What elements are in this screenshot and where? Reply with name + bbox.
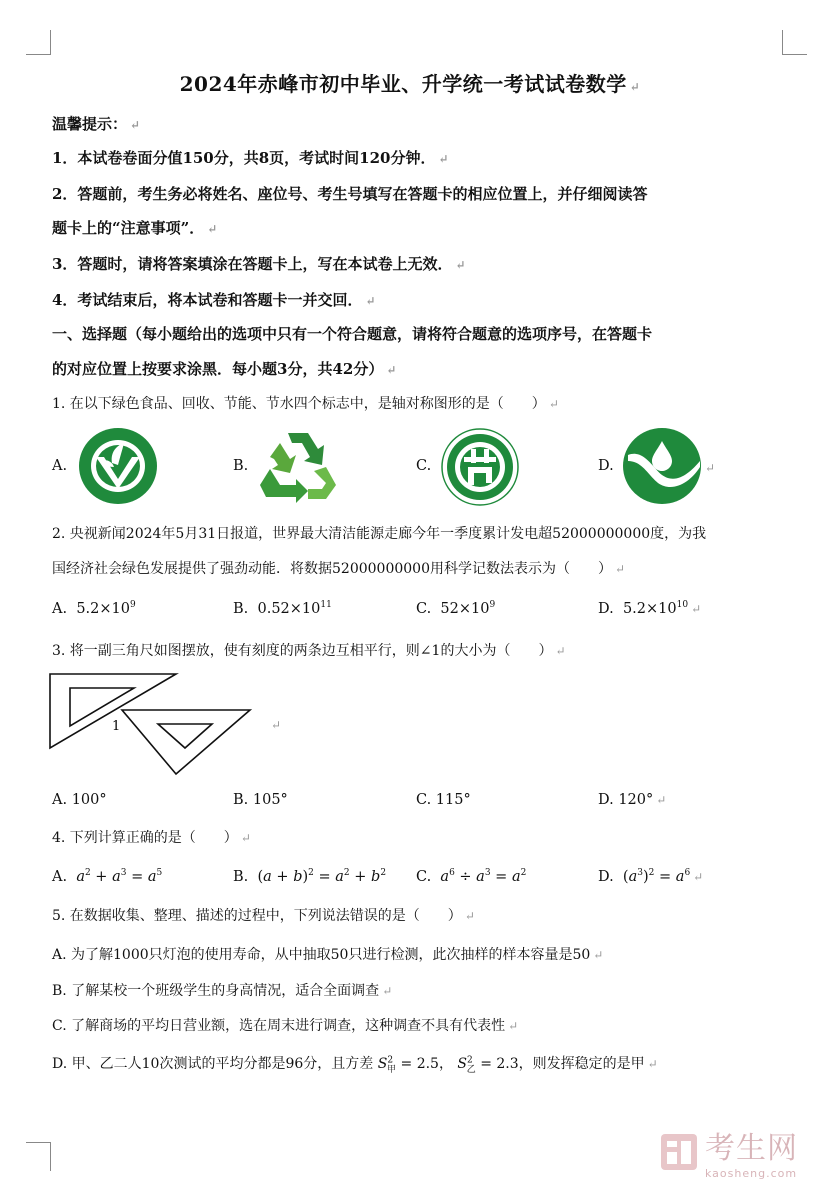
section-heading: 一、选择题（每小题给出的选项中只有一个符合题意，请将符合题意的选项序号，在答题卡 <box>52 325 653 343</box>
return-mark: ↵ <box>705 461 716 475</box>
crop-mark-bottom-left <box>26 1142 51 1171</box>
crop-mark-top-left <box>26 30 51 55</box>
q1-option-d-label: D. <box>598 458 614 474</box>
q5-option-a: A. 为了解1000只灯泡的使用寿命，从中抽取50只进行检测，此次抽样的样本容量是50 ↵ <box>52 947 604 963</box>
triangle-rulers-figure <box>48 672 258 778</box>
green-food-logo-icon <box>78 427 158 505</box>
notice-item-4: 4．考试结束后，将本试卷和答题卡一并交回． ↵ <box>52 291 376 309</box>
q2-option-d: D. $5.2\times 10^{10}$ ↵ <box>598 600 702 617</box>
notice-item-2: 2．答题前，考生务必将姓名、座位号、考生号填写在答题卡的相应位置上，并仔细阅读答 <box>52 185 648 203</box>
question-3-stem: 3. 将一副三角尺如图摆放，使有刻度的两条边互相平行，则∠1的大小为（ ） ↵ <box>52 643 566 659</box>
notice-item-3: 3．答题时，请将答案填涂在答题卡上，写在本试卷上无效． ↵ <box>52 255 466 273</box>
question-2-stem: 2. 央视新闻2024年5月31日报道，世界最大清洁能源走廊今年一季度累计发电超52000000000度，为我 <box>52 526 707 542</box>
angle-1-label: 1 <box>112 719 121 734</box>
question-5-stem: 5. 在数据收集、整理、描述的过程中，下列说法错误的是（ ） ↵ <box>52 908 475 924</box>
recycling-logo-icon <box>256 427 340 505</box>
notice-heading: 温馨提示： ↵ <box>52 115 141 133</box>
notice-item-1: 1．本试卷卷面分值150分，共8页，考试时间120分钟． ↵ <box>52 149 449 167</box>
q4-option-d: D. $(a^3)^2 = a^6$ ↵ <box>598 868 704 885</box>
water-saving-logo-icon <box>622 427 702 505</box>
question-4-stem: 4. 下列计算正确的是（ ） ↵ <box>52 830 251 846</box>
q3-option-a: A. 100° <box>52 792 107 808</box>
q4-option-a: A. $a^2 + a^3 = a^5$ <box>52 868 163 885</box>
notice-item-2-cont: 题卡上的“注意事项”． ↵ <box>52 219 218 237</box>
energy-saving-logo-icon <box>440 427 520 507</box>
question-2-stem-cont: 国经济社会绿色发展提供了强劲动能．将数据52000000000用科学记数法表示为（ ） ↵ <box>52 561 626 577</box>
return-mark: ↵ <box>271 718 282 732</box>
watermark <box>659 1123 798 1180</box>
q2-option-b: B. $0.52\times 10^{11}$ <box>233 600 332 617</box>
q3-option-b: B. 105° <box>233 792 288 808</box>
q4-option-c: C. $a^6 \div a^3 = a^2$ <box>416 868 527 885</box>
q2-option-a: A. $5.2\times 10^9$ <box>52 600 136 617</box>
q1-option-a-label: A. <box>52 458 68 474</box>
q4-option-b: B. $(a + b)^2 = a^2 + b^2$ <box>233 868 387 885</box>
q1-option-b-label: B. <box>233 458 249 474</box>
q3-option-d: D. 120° ↵ <box>598 792 667 808</box>
q3-option-c: C. 115° <box>416 792 471 808</box>
crop-mark-top-right <box>782 30 807 55</box>
page-title: 2024年赤峰市初中毕业、升学统一考试试卷数学 ↵ <box>179 72 641 96</box>
q5-option-d: D. 甲、乙二人10次测试的平均分都是96分，且方差 $S^2_甲 = 2.5$， $S^2_乙 = 2.3$，则发挥稳定的是甲 ↵ <box>52 1055 658 1075</box>
section-heading-cont: 的对应位置上按要求涂黑．每小题3分，共42分） ↵ <box>52 360 397 378</box>
q5-option-b: B. 了解某校一个班级学生的身高情况，适合全面调查 ↵ <box>52 983 393 999</box>
q2-option-c: C. $52\times 10^9$ <box>416 600 496 617</box>
watermark-url: kaosheng.com <box>705 1167 798 1180</box>
q1-option-c-label: C. <box>416 458 432 474</box>
question-1-stem: 1. 在以下绿色食品、回收、节能、节水四个标志中，是轴对称图形的是（ ） ↵ <box>52 396 559 412</box>
watermark-text: 考生网 <box>705 1131 798 1166</box>
q5-option-c: C. 了解商场的平均日营业额，选在周末进行调查，这种调查不具有代表性 ↵ <box>52 1018 519 1034</box>
watermark-logo-icon <box>659 1132 699 1172</box>
